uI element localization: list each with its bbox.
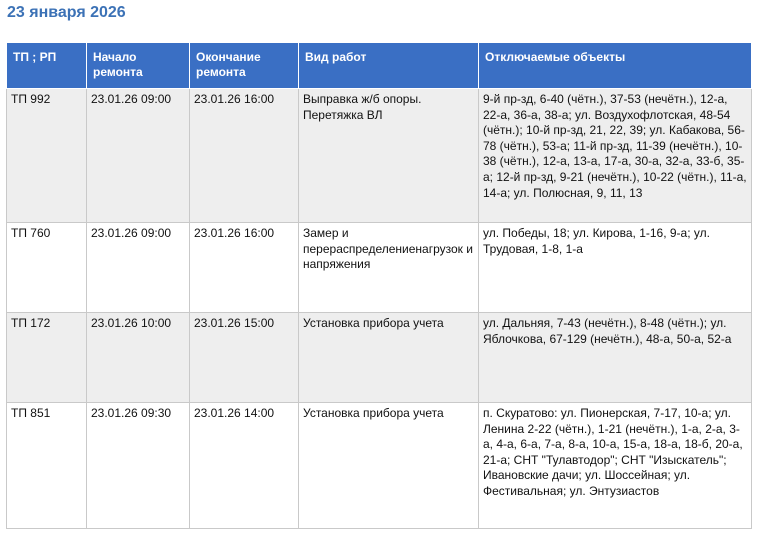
cell-end: 23.01.26 15:00	[190, 313, 299, 403]
header-start: Начало ремонта	[87, 43, 190, 89]
date-heading: 23 января 2026	[7, 4, 126, 21]
table-row	[7, 403, 752, 529]
header-objects: Отключаемые объекты	[479, 43, 752, 89]
cell-work: Установка прибора учета	[299, 403, 479, 529]
header-tp: ТП ; РП	[7, 43, 87, 89]
cell-tp: ТП 851	[7, 403, 87, 529]
cell-tp: ТП 992	[7, 89, 87, 223]
table-row	[7, 223, 752, 313]
table-row	[7, 313, 752, 403]
cell-tp: ТП 172	[7, 313, 87, 403]
cell-start: 23.01.26 10:00	[87, 313, 190, 403]
outage-table	[6, 42, 752, 529]
cell-objects: 9-й пр-зд, 6-40 (чётн.), 37-53 (нечётн.), 12-а, 22-а, 36-а, 38-а; ул. Воздухофлотская, 48-54 (чётн.); 10-й пр-зд, 21, 22, 39; ул. Кабакова, 56-78 (чётн.), 53-а; 11-й пр-зд, 11-39 (нечётн.), 10-38 (чётн.), 12-а, 13-а, 17-а, 30-а, 32-а, 33-б, 35-а; 12-й пр-зд, 9-21 (нечётн.), 10-22 (чётн.), 11-а, 14-а; ул. Полюсная, 9, 11, 13	[479, 89, 752, 223]
cell-tp: ТП 760	[7, 223, 87, 313]
header-end: Окончание ремонта	[190, 43, 299, 89]
cell-work: Выправка ж/б опоры. Перетяжка ВЛ	[299, 89, 479, 223]
cell-end: 23.01.26 14:00	[190, 403, 299, 529]
table-header-row	[7, 43, 752, 89]
cell-end: 23.01.26 16:00	[190, 223, 299, 313]
cell-objects: ул. Дальняя, 7-43 (нечётн.), 8-48 (чётн.); ул. Яблочкова, 67-129 (нечётн.), 48-а, 50-а, 52-а	[479, 313, 752, 403]
cell-work: Установка прибора учета	[299, 313, 479, 403]
table-row	[7, 89, 752, 223]
cell-start: 23.01.26 09:30	[87, 403, 190, 529]
header-work: Вид работ	[299, 43, 479, 89]
cell-end: 23.01.26 16:00	[190, 89, 299, 223]
cell-objects: п. Скуратово: ул. Пионерская, 7-17, 10-а; ул. Ленина 2-22 (чётн.), 1-21 (нечётн.), 1-а, 2-а, 3-а, 4-а, 6-а, 7-а, 8-а, 10-а, 15-а, 18-а, 18-б, 20-а, 21-а; СНТ "Тулавтодор"; СНТ "Изыскатель"; Ивановские дачи; ул. Шоссейная; ул. Фестивальная; ул. Энтузиастов	[479, 403, 752, 529]
cell-objects: ул. Победы, 18; ул. Кирова, 1-16, 9-а; ул. Трудовая, 1-8, 1-а	[479, 223, 752, 313]
cell-start: 23.01.26 09:00	[87, 89, 190, 223]
cell-start: 23.01.26 09:00	[87, 223, 190, 313]
cell-work: Замер и перераспределениенагрузок и напряжения	[299, 223, 479, 313]
